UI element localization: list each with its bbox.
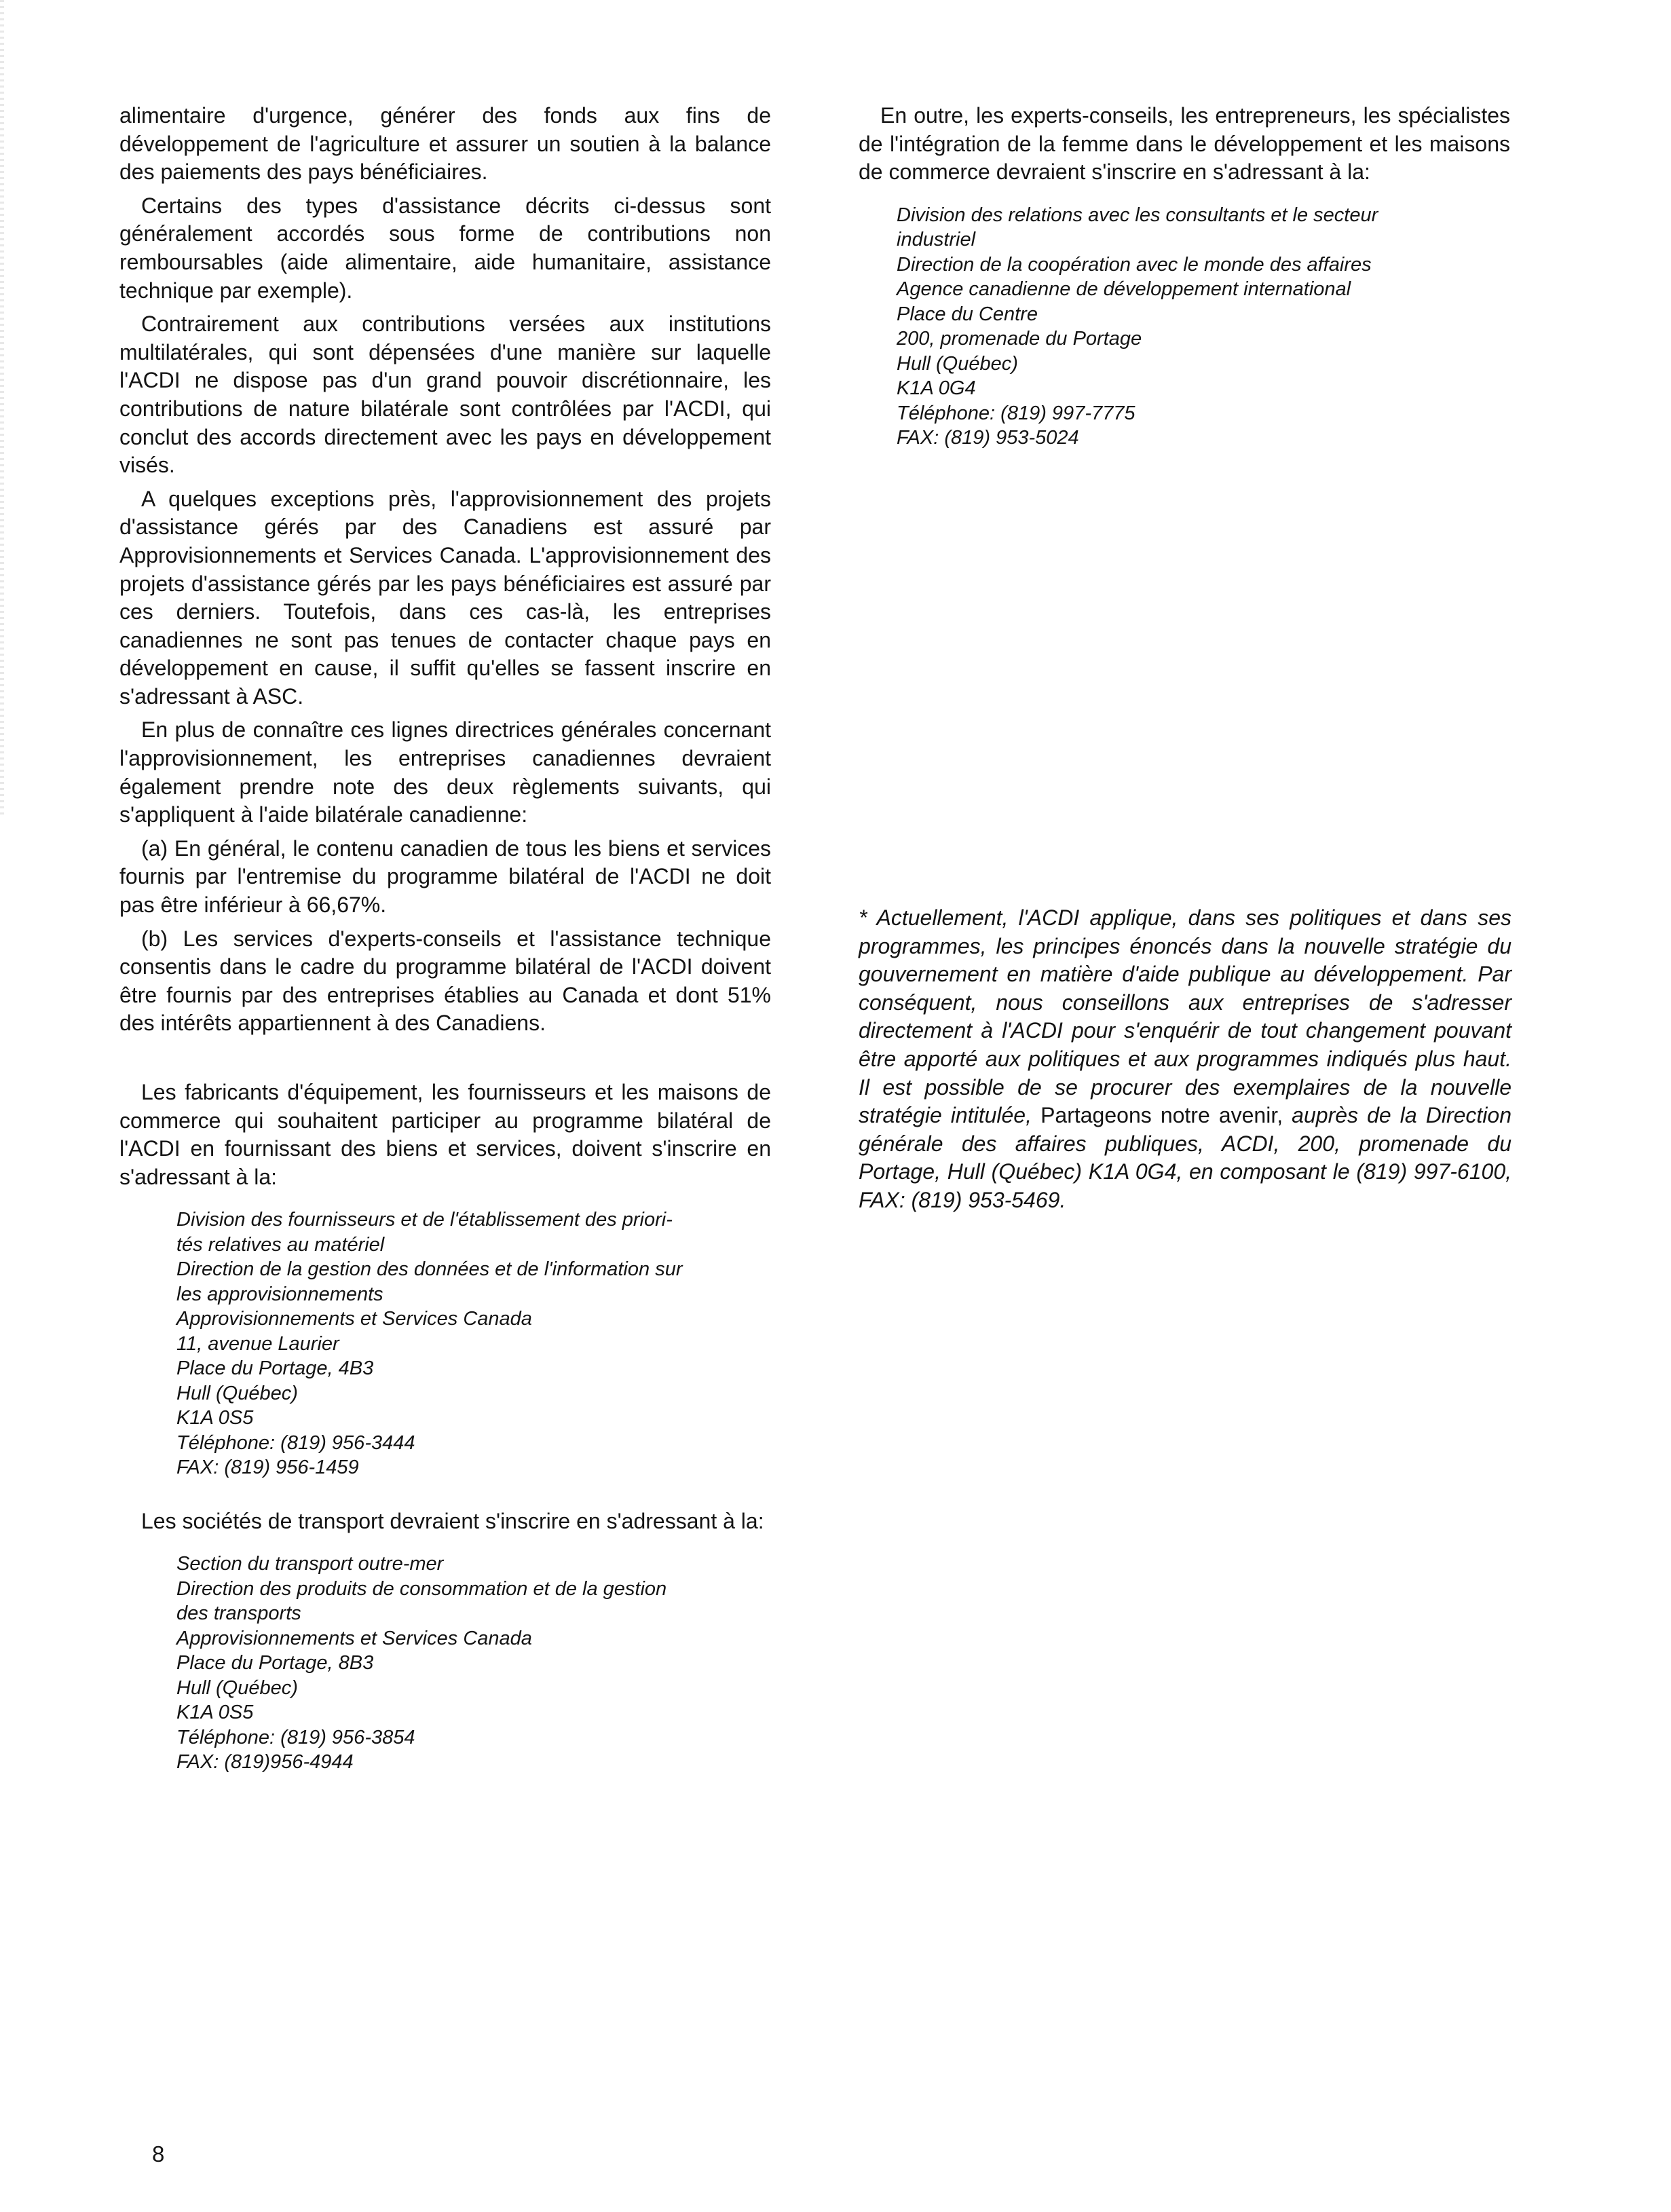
address-line: FAX: (819) 953-5024 xyxy=(897,427,1079,449)
address-line: Agence canadienne de développement international xyxy=(897,278,1351,301)
address-line: FAX: (819) 956-1459 xyxy=(176,1457,359,1479)
address-line: industriel xyxy=(897,229,976,251)
address-line: Direction de la coopération avec le monde des affaires xyxy=(897,253,1372,276)
address-line: Division des fournisseurs et de l'établissement des priori- xyxy=(176,1209,673,1231)
address-line: FAX: (819)956-4944 xyxy=(176,1751,354,1774)
address-line: Hull (Québec) xyxy=(176,1676,298,1699)
page-number: 8 xyxy=(152,2141,165,2167)
left-column xyxy=(119,102,771,1775)
address-line: K1A 0S5 xyxy=(176,1407,254,1429)
footnote-text-start: * Actuellement, l'ACDI applique, dans ses politiques et dans ses programmes, les principes énoncés dans la nouvelle stratégie du gouvernement en matière d'aide publique au développement. Par conséquent, nous conseillons aux entreprises de s'adresser directement à l'ACDI pour s'enquérir de tout changement pouvant être apporté aux politiques et aux programmes indiqués plus haut. Il est possible de se procurer des exemplaires de la nouvelle stratégie intitulée, xyxy=(859,905,1512,1128)
address-line: Hull (Québec) xyxy=(176,1382,298,1404)
address-line: Direction des produits de consommation et de la gestion xyxy=(176,1577,667,1600)
address-line: Approvisionnements et Services Canada xyxy=(176,1627,532,1649)
address-line: Téléphone: (819) 997-7775 xyxy=(897,402,1135,424)
paragraph-food-aid: alimentaire d'urgence, générer des fonds aux fins de développement de l'agriculture et assurer un soutien à la balance des paiements des pays bénéficiaires. xyxy=(119,103,771,185)
footnote-strategy-title: Partageons notre avenir, xyxy=(1032,1103,1283,1128)
address-line: Place du Portage, 8B3 xyxy=(176,1652,374,1674)
footnote-strategy xyxy=(859,904,1512,1215)
right-column xyxy=(859,102,1510,451)
address-line: Direction de la gestion des données et de l'information sur xyxy=(176,1258,683,1281)
address-line: les approvisionnements xyxy=(176,1283,383,1305)
address-line: K1A 0G4 xyxy=(897,377,976,400)
paragraph-contributions: Certains des types d'assistance décrits ci-dessus sont généralement accordés sous forme de contributions non remboursables (aide alimentaire, aide humanitaire, assistance technique par exemple). xyxy=(119,193,771,303)
address-line: Place du Portage, 4B3 xyxy=(176,1357,374,1380)
paragraph-rule-b: (b) Les services d'experts-conseils et l'assistance technique consentis dans le cadre du programme bilatéral de l'ACDI doivent être fournis par des entreprises établies au Canada et dont 51% des intérêts appartiennent à des Canadiens. xyxy=(119,926,771,1036)
address-line: des transports xyxy=(176,1602,301,1625)
paragraph-rule-a: (a) En général, le contenu canadien de tous les biens et services fournis par l'entremise du programme bilatéral de l'ACDI ne doit pas être inférieur à 66,67%. xyxy=(119,836,771,918)
paragraph-consultants: En outre, les experts-conseils, les entrepreneurs, les spécialistes de l'intégration de la femme dans le développement et les maisons de commerce devraient s'inscrire en s'adressant à la: xyxy=(859,103,1510,185)
address-transport-section xyxy=(176,1552,760,1775)
scan-edge-artifact xyxy=(0,0,4,814)
paragraph-transport: Les sociétés de transport devraient s'inscrire en s'adressant à la: xyxy=(141,1508,764,1533)
address-line: 200, promenade du Portage xyxy=(897,328,1142,350)
address-line: Téléphone: (819) 956-3444 xyxy=(176,1431,415,1454)
paragraph-manufacturers: Les fabricants d'équipement, les fournisseurs et les maisons de commerce qui souhaitent participer au programme bilatéral de l'ACDI en fournissant des biens et services, doivent s'inscrire en s'adressant à la: xyxy=(119,1080,771,1189)
address-line: 11, avenue Laurier xyxy=(176,1332,339,1355)
address-line: Section du transport outre-mer xyxy=(176,1553,444,1575)
address-line: Hull (Québec) xyxy=(897,352,1018,375)
address-line: K1A 0S5 xyxy=(176,1702,254,1724)
address-line: Place du Centre xyxy=(897,303,1038,325)
address-line: Téléphone: (819) 956-3854 xyxy=(176,1726,415,1748)
paragraph-multilateral: Contrairement aux contributions versées aux institutions multilatérales, qui sont dépensées d'une manière sur laquelle l'ACDI ne dispose pas d'un grand pouvoir discrétionnaire, les contributions de nature bilatérale sont contrôlées par l'ACDI, qui conclut des accords directement avec les pays en développement visés. xyxy=(119,312,771,478)
address-line: Approvisionnements et Services Canada xyxy=(176,1308,532,1330)
address-line: tés relatives au matériel xyxy=(176,1233,385,1256)
address-consultants-division xyxy=(897,203,1480,451)
paragraph-exceptions: A quelques exceptions près, l'approvisionnement des projets d'assistance gérés par des Canadiens est assuré par Approvisionnements et Services Canada. L'approvisionnement des projets d'assistance gérés par les pays bénéficiaires est assuré par ces derniers. Toutefois, dans ces cas-là, les entreprises canadiennes ne sont pas tenues de contacter chaque pays en développement en cause, il suffit qu'elles se fassent inscrire en s'adressant à ASC. xyxy=(119,486,771,709)
address-line: Division des relations avec les consultants et le secteur xyxy=(897,204,1378,226)
address-suppliers-division xyxy=(176,1207,760,1480)
footnote-text-end: auprès de la Direction générale des affaires publiques, ACDI, 200, promenade du Portage, Hull (Québec) K1A 0G4, en composant le (819) 997-6100, FAX: (819) 953-5469. xyxy=(859,1103,1512,1212)
paragraph-guidelines: En plus de connaître ces lignes directrices générales concernant l'approvisionnement, les entreprises canadiennes devraient également prendre note des deux règlements suivants, qui s'appliquent à l'aide bilatérale canadienne: xyxy=(119,717,771,827)
